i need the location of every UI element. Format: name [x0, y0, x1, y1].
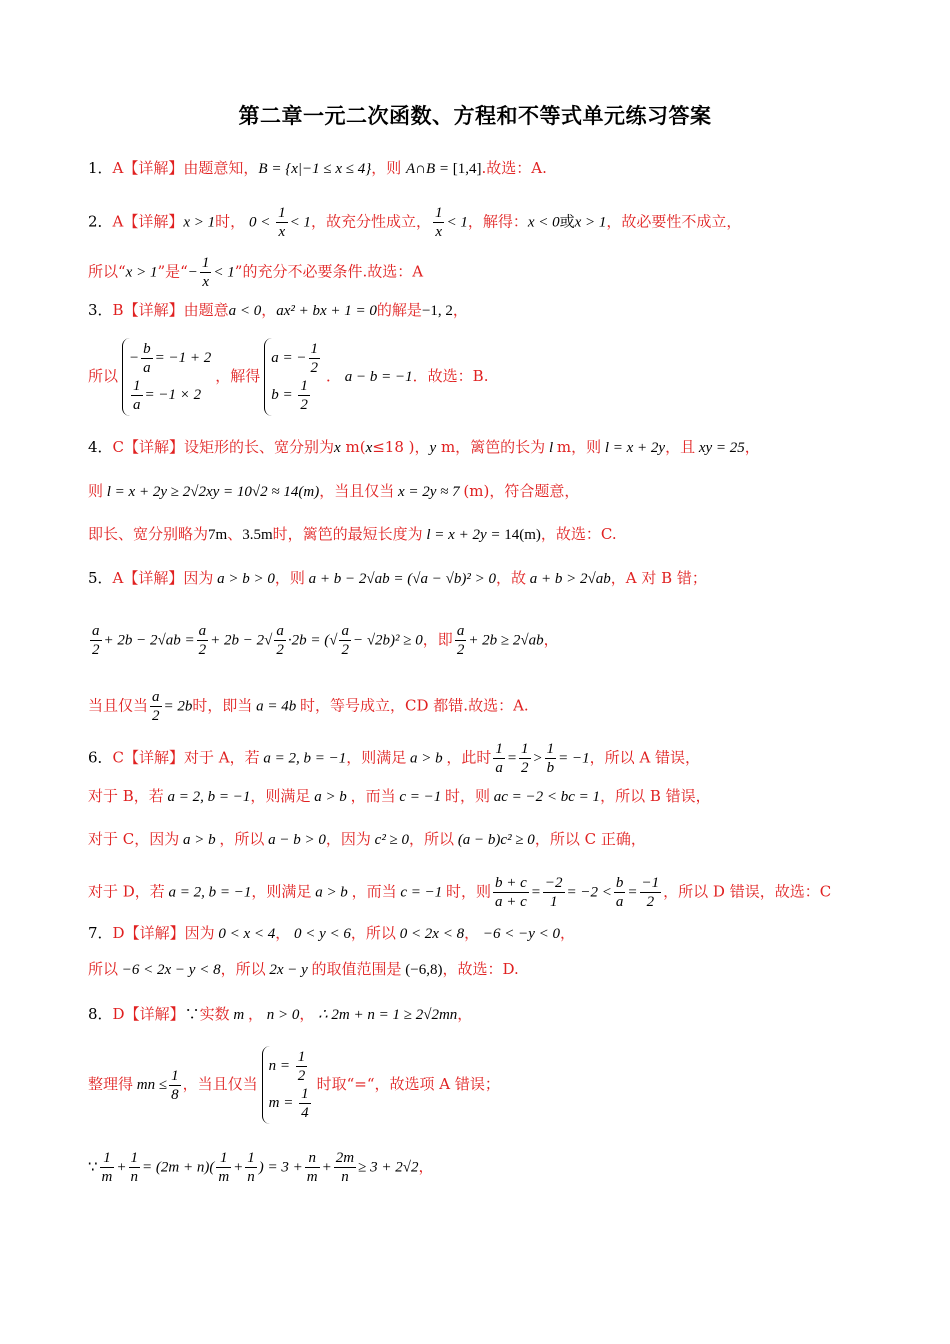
problem-2-line-1: 2．A【详解】x > 1时， 0 < $\frac{1}{x}$ < 1，故充分性成立， $\frac{1}{x}$ < 1，解得：x < 0或x > 1，故必要性不成立， — [88, 205, 742, 240]
problem-6-line-4: 对于 D，若 a = 2, b = −1，则满足 a > b ，而当 c = −1 时，则 $\frac{b + c}{a + c}$ = $\frac{-2}{1}$ = −2 < $\frac{b}{a}$ = $\frac{-1}{2}$ ，所以 D 错误，故选：C — [88, 875, 832, 910]
problem-8-line-2: 整理得 mn ≤ $\frac{1}{8}$ ，当且仅当 n = $\frac{1}{2}$ m = $\frac{1}{4}$ 时取“=“，故选项 A 错误； — [88, 1046, 500, 1124]
problem-3-answer: B【详解】 — [112, 301, 184, 319]
page-title: 第二章一元二次函数、方程和不等式单元练习答案 — [238, 104, 712, 128]
problem-7-line-2: 所以 −6 < 2x − y < 8，所以 2x − y 的取值范围是 (−6,8)，故选：D. — [88, 960, 519, 978]
problem-4-line-2: 则 l = x + 2y ≥ 2√2xy = 10√2 ≈ 14(m)，当且仅当 x = 2y ≈ 7 (m)，符合题意， — [88, 482, 580, 500]
problem-6-number: 6． — [88, 748, 113, 767]
problem-8-number: 8． — [88, 1005, 113, 1023]
solution-system: a = − $\frac{1}{2}$ b = $\frac{1}{2}$ — [264, 338, 322, 416]
problem-5-line-3: 当且仅当 $\frac{a}{2}$ = 2b时，即当 a = 4b 时，等号成立，CD 都错.故选：A. — [88, 689, 529, 724]
problem-8-line-3: ∵ $\frac{1}{m}$ + $\frac{1}{n}$ = (2m + n)( $\frac{1}{m}$ + $\frac{1}{n}$ ) = 3 + $\frac{n}{m}$ + $\frac{2m}{n}$ ≥ 3 + 2√2， — [88, 1150, 434, 1185]
problem-8-line-1: 8．D【详解】∵实数 m ， n > 0， ∴ 2m + n = 1 ≥ 2√2mn， — [88, 1005, 473, 1023]
problem-1-line-1: 1．A【详解】由题意知，B = {x|−1 ≤ x ≤ 4}，则 A∩B = [1,4].故选：A. — [88, 159, 547, 177]
problem-3-line-2: 所以 − $\frac{b}{a}$ = −1 + 2 $\frac{1}{a}$ = −1 × 2 ，解得 a = − $\frac{1}{2}$ b = $\frac{1}{2}$ ． a − b = −1．故选：B. — [88, 338, 488, 416]
problem-7-line-1: 7．D【详解】因为 0 < x < 4， 0 < y < 6，所以 0 < 2x < 8， −6 < −y < 0， — [88, 924, 576, 942]
problem-8-answer: D【详解】 — [112, 1005, 185, 1023]
problem-2-answer: A【详解】 — [112, 212, 184, 231]
problem-5-number: 5． — [88, 569, 113, 587]
problem-5-line-1: 5．A【详解】因为 a > b > 0，则 a + b − 2√ab = (√a − √b)² > 0，故 a + b > 2√ab，A 对 B 错； — [88, 569, 707, 587]
problem-3-number: 3． — [88, 301, 113, 319]
problem-6-answer: C【详解】 — [112, 748, 185, 767]
problem-4-answer: C【详解】 — [112, 438, 185, 456]
problem-2-line-2: 所以“x > 1”是“− $\frac{1}{x}$ < 1”的充分不必要条件.故选：A — [88, 255, 424, 290]
problem-7-answer: D【详解】 — [112, 924, 185, 942]
problem-4-line-3: 即长、宽分别略为7m、3.5m时，篱笆的最短长度为 l = x + 2y = 14(m)，故选：C. — [88, 525, 617, 543]
equation-system: − $\frac{b}{a}$ = −1 + 2 $\frac{1}{a}$ = −1 × 2 — [122, 338, 211, 416]
problem-1-answer: A【详解】 — [112, 159, 184, 177]
problem-2-number: 2． — [88, 212, 113, 231]
problem-4-number: 4． — [88, 438, 113, 456]
problem-4-line-1: 4．C【详解】设矩形的长、宽分别为x m(x≤18 )，y m，篱笆的长为 l m，则 l = x + 2y，且 xy = 25， — [88, 438, 760, 456]
condition-system: n = $\frac{1}{2}$ m = $\frac{1}{4}$ — [262, 1046, 313, 1124]
problem-6-line-2: 对于 B，若 a = 2, b = −1，则满足 a > b ，而当 c = −1 时，则 ac = −2 < bc = 1，所以 B 错误， — [88, 787, 711, 805]
problem-5-line-2: $\frac{a}{2}$ + 2b − 2√ab = $\frac{a}{2}$ + 2b − 2√ $\frac{a}{2}$ ·2b = (√ $\frac{a}{2}$ − √2b)² ≥ 0，即 $\frac{a}{2}$ + 2b ≥ 2√ab， — [92, 623, 559, 658]
problem-6-line-3: 对于 C，因为 a > b ，所以 a − b > 0，因为 c² ≥ 0，所以 (a − b)c² ≥ 0，所以 C 正确， — [88, 830, 646, 848]
problem-6-line-1: 6．C【详解】对于 A，若 a = 2, b = −1，则满足 a > b ，此时 $\frac{1}{a}$ = $\frac{1}{2}$ > $\frac{1}{b}$ = −1，所以 A 错误， — [88, 741, 701, 776]
problem-1-number: 1． — [88, 159, 113, 177]
problem-3-line-1: 3．B【详解】由题意a < 0，ax² + bx + 1 = 0的解是−1, 2， — [88, 301, 468, 319]
problem-5-answer: A【详解】 — [112, 569, 184, 587]
problem-7-number: 7． — [88, 924, 113, 942]
